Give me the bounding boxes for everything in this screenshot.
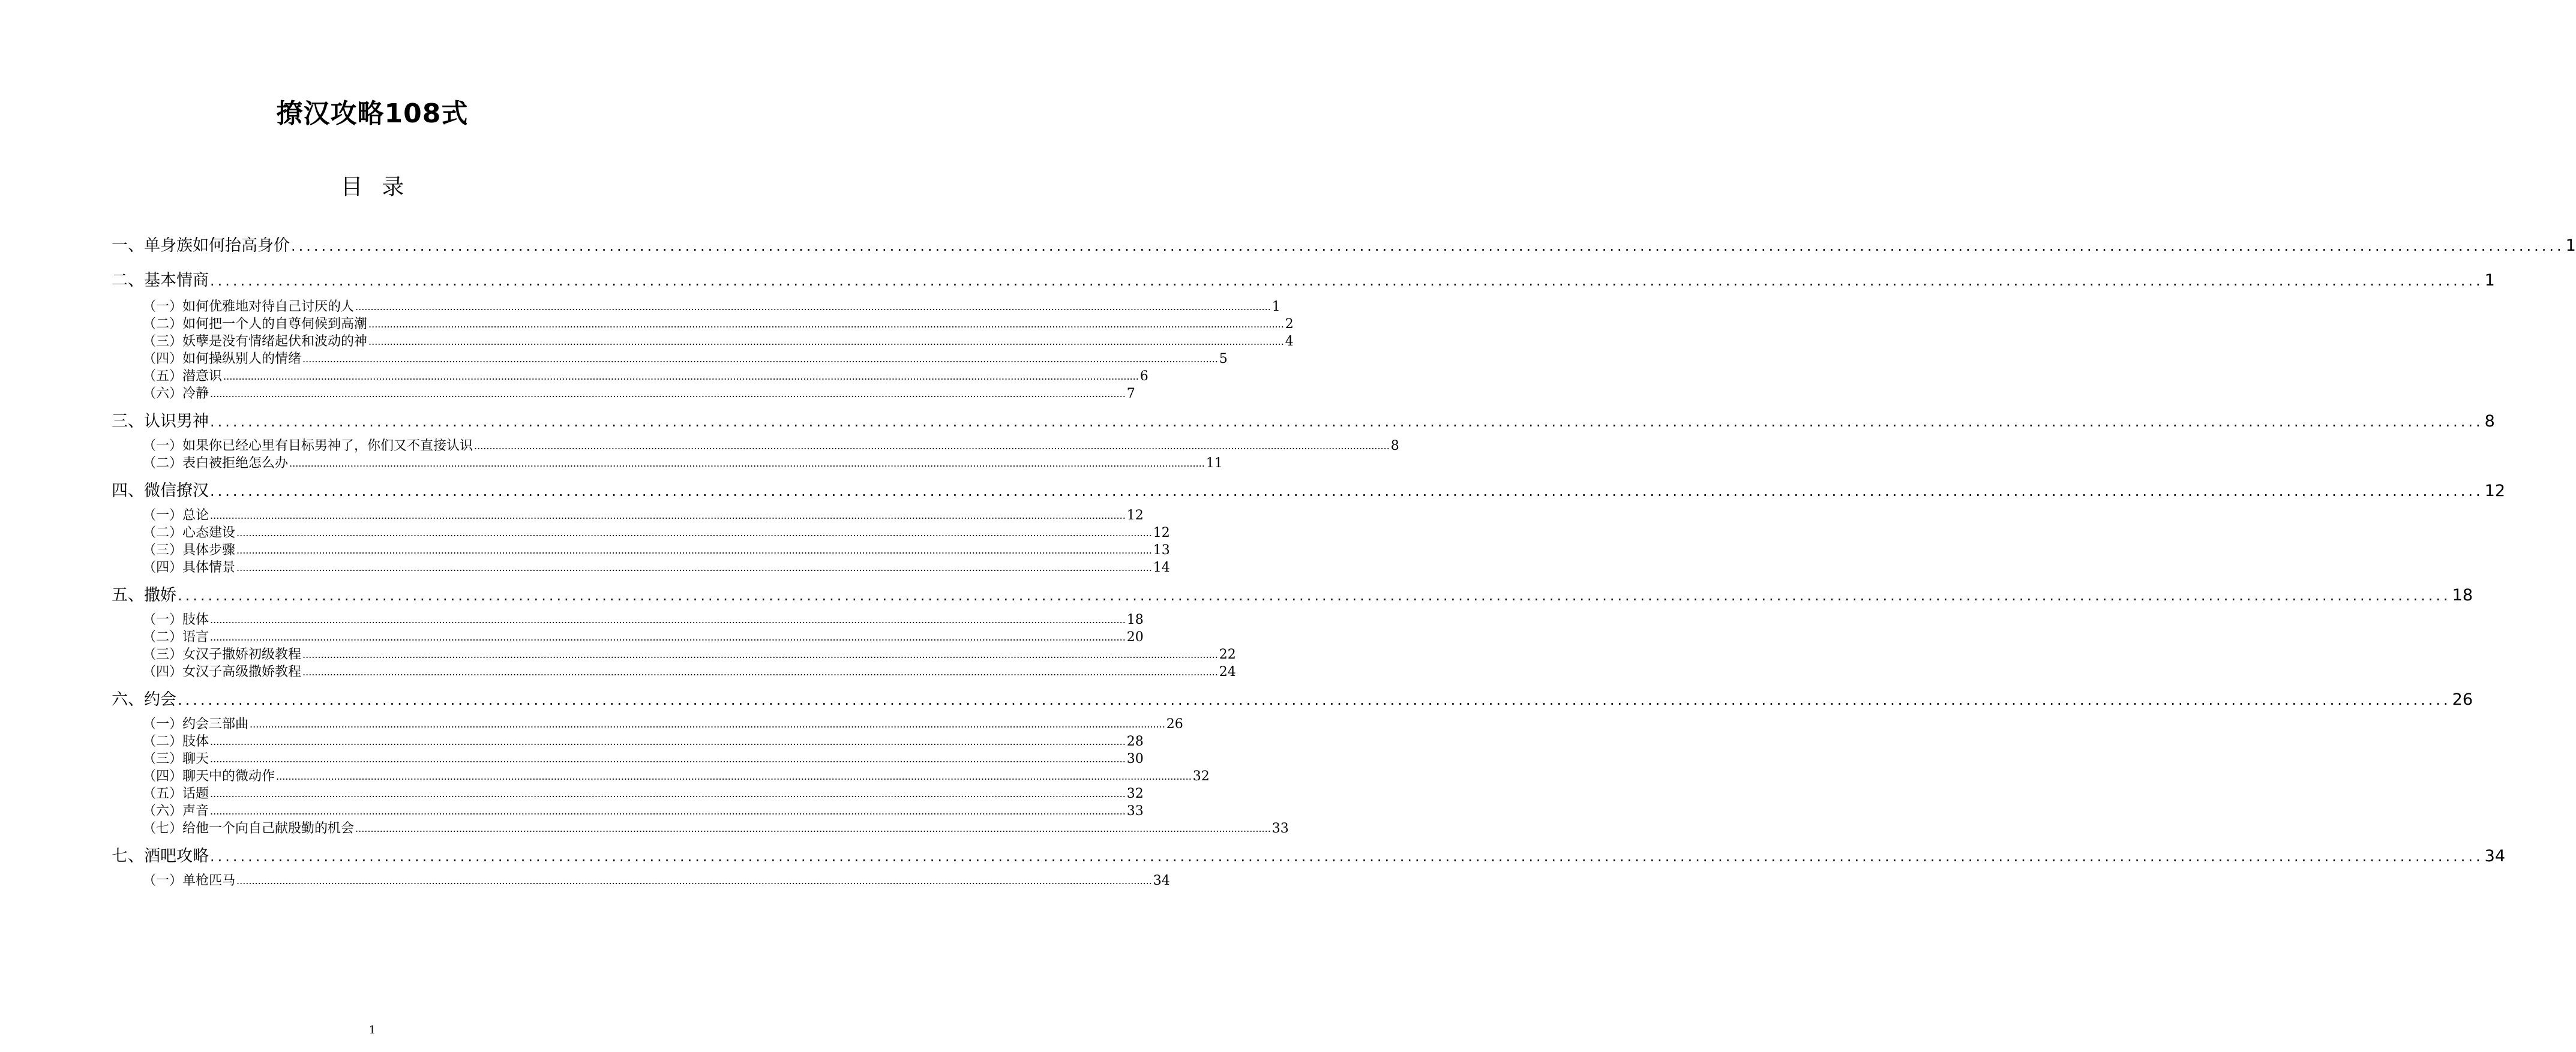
toc-dot-leader: ............................................................................................................................................................................................................................................................................................................: [236, 527, 1152, 539]
toc-entry-label: （三）具体步骤: [143, 543, 236, 558]
toc-chapter-entry[interactable]: [112, 585, 2473, 606]
toc-entry-page: 1: [2565, 236, 2576, 255]
toc-entry-label: （四）具体情景: [143, 560, 236, 575]
toc-entry-label: （一）如何优雅地对待自己讨厌的人: [143, 299, 355, 314]
toc-entry-page: 6: [1139, 369, 1148, 384]
toc-section-entry[interactable]: [143, 455, 1223, 472]
footer-page-number: 1: [368, 1024, 376, 1036]
toc-entry-label: （六）声音: [143, 804, 209, 819]
toc-section-entry[interactable]: [143, 612, 1144, 629]
toc-entry-page: 1: [1271, 299, 1280, 314]
toc-entry-page: 7: [1126, 386, 1135, 401]
toc-section-entry[interactable]: [143, 386, 1135, 402]
toc-entry-label: （三）女汉子撒娇初级教程: [143, 647, 302, 662]
toc-dot-leader: ............................................................................................................................................................................................................................................................................................................: [276, 771, 1192, 782]
toc-entry-label: （二）肢体: [143, 734, 209, 749]
toc-entry-label: （五）话题: [143, 786, 209, 801]
toc-dot-leader: ............................................................................................................................................................................................................................................................................................................: [178, 692, 2451, 708]
toc-entry-label: 二、基本情商: [112, 271, 209, 290]
toc-entry-page: 33: [1271, 821, 1289, 836]
toc-section-entry[interactable]: [143, 351, 1228, 368]
toc-entry-label: （三）妖孽是没有情绪起伏和波动的神: [143, 334, 368, 349]
toc-entry-page: 30: [1126, 752, 1144, 767]
toc-entry-label: （四）女汉子高级撒娇教程: [143, 665, 302, 680]
toc-entry-page: 33: [1126, 804, 1144, 819]
toc-chapter-entry[interactable]: [112, 846, 2506, 867]
toc-section-entry[interactable]: [143, 734, 1144, 750]
toc-section-entry[interactable]: [143, 525, 1170, 542]
toc-dot-leader: ............................................................................................................................................................................................................................................................................................................: [210, 483, 2484, 500]
toc-entry-label: （二）表白被拒绝怎么办: [143, 456, 289, 471]
toc-entry-label: （一）约会三部曲: [143, 717, 249, 732]
toc-dot-leader: ............................................................................................................................................................................................................................................................................................................: [355, 301, 1271, 312]
toc-section-entry[interactable]: [143, 751, 1144, 768]
toc-dot-leader: ............................................................................................................................................................................................................................................................................................................: [210, 788, 1126, 799]
toc-dot-leader: ............................................................................................................................................................................................................................................................................................................: [302, 666, 1218, 678]
toc-section-entry[interactable]: [143, 438, 1399, 455]
toc-entry-label: （六）冷静: [143, 386, 209, 401]
toc-section-entry[interactable]: [143, 333, 1294, 350]
toc-entry-page: 2: [1285, 317, 1294, 332]
toc-section-entry[interactable]: [143, 786, 1144, 802]
toc-entry-label: 一、单身族如何抬高身价: [112, 236, 290, 255]
toc-dot-leader: ............................................................................................................................................................................................................................................................................................................: [210, 736, 1126, 747]
toc-entry-page: 12: [1126, 508, 1144, 523]
toc-dot-leader: ............................................................................................................................................................................................................................................................................................................: [210, 848, 2484, 865]
toc-entry-page: 5: [1219, 351, 1228, 366]
toc-section-entry[interactable]: [143, 299, 1280, 315]
toc-entry-page: 13: [1153, 543, 1170, 558]
toc-section-entry[interactable]: [143, 368, 1148, 385]
toc-entry-page: 12: [1153, 525, 1170, 540]
toc-entry-page: 14: [1153, 560, 1170, 575]
toc-section-entry[interactable]: [143, 316, 1294, 333]
toc-chapter-entry[interactable]: [112, 481, 2506, 501]
toc-chapter-entry[interactable]: [112, 411, 2495, 432]
toc-entry-label: 三、认识男神: [112, 412, 209, 431]
toc-dot-leader: ............................................................................................................................................................................................................................................................................................................: [210, 510, 1126, 521]
toc-entry-label: 四、微信撩汉: [112, 482, 209, 500]
toc-entry-page: 28: [1126, 734, 1144, 749]
toc-entry-page: 11: [1205, 456, 1223, 471]
toc-entry-label: （二）语言: [143, 630, 209, 645]
toc-section-entry[interactable]: [143, 716, 1183, 733]
toc-entry-label: （五）潜意识: [143, 369, 223, 384]
toc-dot-leader: ............................................................................................................................................................................................................................................................................................................: [355, 823, 1271, 834]
toc-section-entry[interactable]: [143, 803, 1144, 820]
toc-chapter-entry[interactable]: [112, 236, 2576, 256]
toc-entry-page: 20: [1126, 630, 1144, 645]
toc-section-entry[interactable]: [143, 873, 1170, 889]
toc-dot-leader: ............................................................................................................................................................................................................................................................................................................: [223, 371, 1139, 382]
toc-dot-leader: ............................................................................................................................................................................................................................................................................................................: [368, 336, 1284, 347]
toc-entry-label: （一）单枪匹马: [143, 873, 236, 888]
toc-entry-page: 1: [2484, 271, 2495, 290]
toc-section-entry[interactable]: [143, 820, 1289, 837]
toc-entry-page: 8: [2484, 412, 2495, 431]
toc-dot-leader: ............................................................................................................................................................................................................................................................................................................: [210, 388, 1126, 399]
toc-dot-leader: ............................................................................................................................................................................................................................................................................................................: [236, 562, 1152, 573]
toc-chapter-entry[interactable]: [112, 270, 2495, 291]
toc-entry-label: （一）肢体: [143, 612, 209, 627]
toc-entry-page: 22: [1219, 647, 1236, 662]
toc-section-entry[interactable]: [143, 542, 1170, 559]
toc-dot-leader: ............................................................................................................................................................................................................................................................................................................: [210, 805, 1126, 817]
toc-section-entry[interactable]: [143, 560, 1170, 576]
toc-entry-label: （七）给他一个向自己献殷勤的机会: [143, 821, 355, 836]
toc-section-entry[interactable]: [143, 768, 1210, 785]
toc-dot-leader: ............................................................................................................................................................................................................................................................................................................: [210, 413, 2484, 430]
toc-dot-leader: ............................................................................................................................................................................................................................................................................................................: [474, 440, 1390, 452]
toc-entry-label: 七、酒吧攻略: [112, 847, 209, 865]
toc-entry-page: 32: [1126, 786, 1144, 801]
toc-entry-label: （一）如果你已经心里有目标男神了，你们又不直接认识: [143, 438, 473, 453]
toc-chapter-entry[interactable]: [112, 690, 2473, 710]
toc-dot-leader: ............................................................................................................................................................................................................................................................................................................: [289, 458, 1205, 469]
toc-heading: 目 录: [340, 174, 410, 200]
toc-dot-leader: ............................................................................................................................................................................................................................................................................................................: [250, 719, 1165, 730]
toc-entry-page: 32: [1192, 769, 1210, 784]
toc-entry-page: 34: [1153, 873, 1170, 888]
toc-entry-label: （二）心态建设: [143, 525, 236, 540]
toc-dot-leader: ............................................................................................................................................................................................................................................................................................................: [236, 545, 1152, 556]
toc-dot-leader: ............................................................................................................................................................................................................................................................................................................: [210, 753, 1126, 765]
toc-entry-label: 五、撒娇: [112, 586, 176, 605]
toc-dot-leader: ............................................................................................................................................................................................................................................................................................................: [210, 614, 1126, 626]
toc-dot-leader: ............................................................................................................................................................................................................................................................................................................: [302, 649, 1218, 660]
toc-entry-label: （二）如何把一个人的自尊伺候到高潮: [143, 317, 368, 332]
toc-entry-page: 4: [1285, 334, 1294, 349]
toc-entry-label: （四）聊天中的微动作: [143, 769, 275, 784]
toc-dot-leader: ............................................................................................................................................................................................................................................................................................................: [291, 238, 2565, 254]
toc-dot-leader: ............................................................................................................................................................................................................................................................................................................: [210, 632, 1126, 643]
toc-entry-page: 26: [2452, 690, 2473, 709]
toc-section-entry[interactable]: [143, 507, 1144, 524]
toc-dot-leader: ............................................................................................................................................................................................................................................................................................................: [178, 587, 2451, 604]
toc-section-entry[interactable]: [143, 664, 1236, 681]
toc-entry-label: （三）聊天: [143, 752, 209, 767]
toc-section-entry[interactable]: [143, 647, 1236, 663]
document-title: 撩汉攻略108式: [276, 98, 469, 129]
toc-entry-page: 26: [1166, 717, 1183, 732]
toc-entry-label: 六、约会: [112, 690, 176, 709]
toc-entry-label: （一）总论: [143, 508, 209, 523]
toc-entry-page: 34: [2484, 847, 2506, 865]
toc-entry-page: 8: [1390, 438, 1399, 453]
toc-entry-page: 12: [2484, 482, 2506, 500]
toc-dot-leader: ............................................................................................................................................................................................................................................................................................................: [302, 353, 1218, 365]
toc-entry-label: （四）如何操纵别人的情绪: [143, 351, 302, 366]
toc-section-entry[interactable]: [143, 629, 1144, 646]
toc-entry-page: 18: [2452, 586, 2473, 605]
toc-dot-leader: ............................................................................................................................................................................................................................................................................................................: [368, 318, 1284, 330]
toc-dot-leader: ............................................................................................................................................................................................................................................................................................................: [210, 272, 2484, 289]
toc-entry-page: 24: [1219, 665, 1236, 680]
toc-entry-page: 18: [1126, 612, 1144, 627]
toc-dot-leader: ............................................................................................................................................................................................................................................................................................................: [236, 875, 1152, 886]
